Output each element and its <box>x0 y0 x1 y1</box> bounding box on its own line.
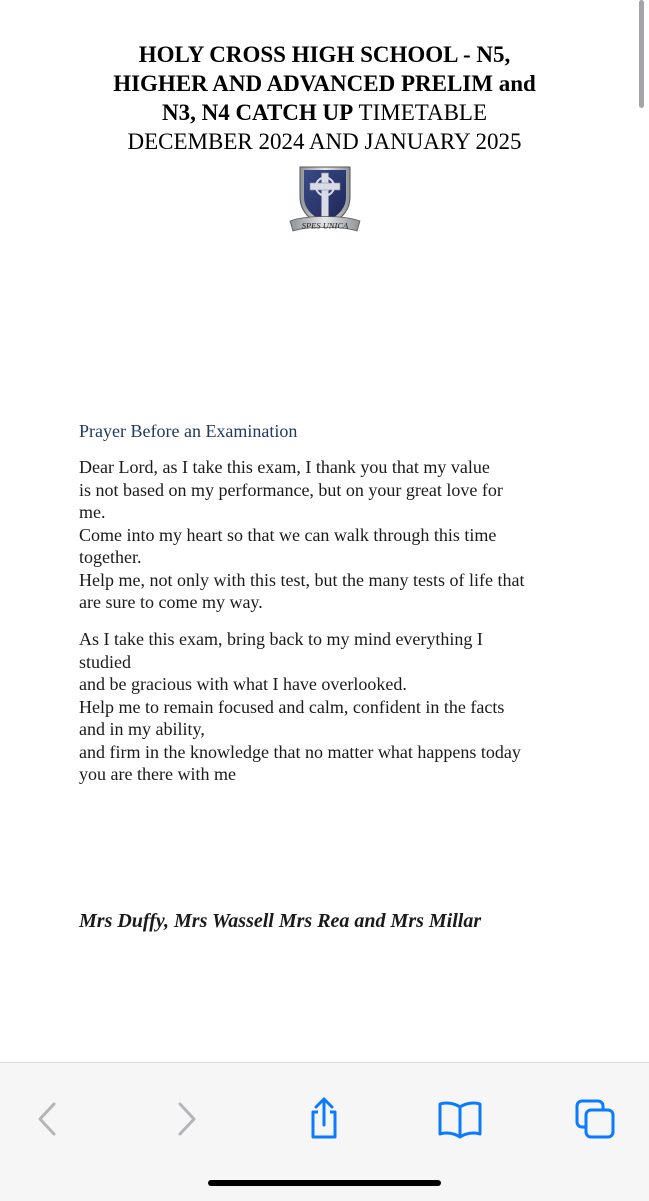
title-line-3-bold: N3, N4 CATCH UP <box>161 100 354 125</box>
chevron-left-icon <box>32 1099 62 1139</box>
paragraph-line: and be gracious with what I have overlooked. <box>79 674 407 694</box>
paragraph-line: Help me, not only with this test, but the many tests of life that <box>79 569 525 590</box>
paragraph-line: and firm in the knowledge that no matter what happens today <box>79 741 521 762</box>
prayer-paragraph-1 <box>79 456 579 614</box>
paragraph-line: is not based on my performance, but on your great love for <box>79 479 503 500</box>
paragraph-line: Dear Lord, as I take this exam, I thank you that my value <box>79 457 490 477</box>
school-crest-logo <box>286 165 364 237</box>
title-line-4: DECEMBER 2024 AND JANUARY 2025 <box>127 129 522 154</box>
prayer-heading: Prayer Before an Examination <box>79 421 298 441</box>
back-button[interactable] <box>17 1089 77 1149</box>
forward-button[interactable] <box>157 1089 217 1149</box>
crest-motto-text: SPES UNICA <box>301 220 349 231</box>
paragraph-line: and in my ability, <box>79 719 205 739</box>
share-icon <box>304 1097 344 1141</box>
prayer-paragraph-2 <box>79 628 579 786</box>
book-icon <box>436 1099 484 1139</box>
document-title <box>40 40 609 156</box>
paragraph-line: are sure to come my way. <box>79 592 263 612</box>
paragraph-line: me. <box>79 502 106 522</box>
chevron-right-icon <box>172 1099 202 1139</box>
signature: Mrs Duffy, Mrs Wassell Mrs Rea and Mrs Millar <box>79 910 482 932</box>
title-line-2: HIGHER AND ADVANCED PRELIM and <box>113 71 536 96</box>
bookmarks-button[interactable] <box>430 1089 490 1149</box>
tabs-button[interactable] <box>565 1089 625 1149</box>
paragraph-line: you are there with me <box>79 764 236 784</box>
paragraph-line: together. <box>79 547 142 567</box>
paragraph-line: As I take this exam, bring back to my mind everything I <box>79 629 483 649</box>
paragraph-line: Help me to remain focused and calm, confident in the facts <box>79 696 505 717</box>
tabs-icon <box>573 1097 617 1141</box>
home-indicator[interactable] <box>208 1180 441 1186</box>
share-button[interactable] <box>294 1089 354 1149</box>
paragraph-line: Come into my heart so that we can walk through this time <box>79 524 497 545</box>
scroll-indicator[interactable] <box>639 0 644 108</box>
title-line-3-regular: TIMETABLE <box>353 100 488 125</box>
title-line-1: HOLY CROSS HIGH SCHOOL - N5, <box>138 42 511 67</box>
paragraph-line: studied <box>79 651 131 672</box>
